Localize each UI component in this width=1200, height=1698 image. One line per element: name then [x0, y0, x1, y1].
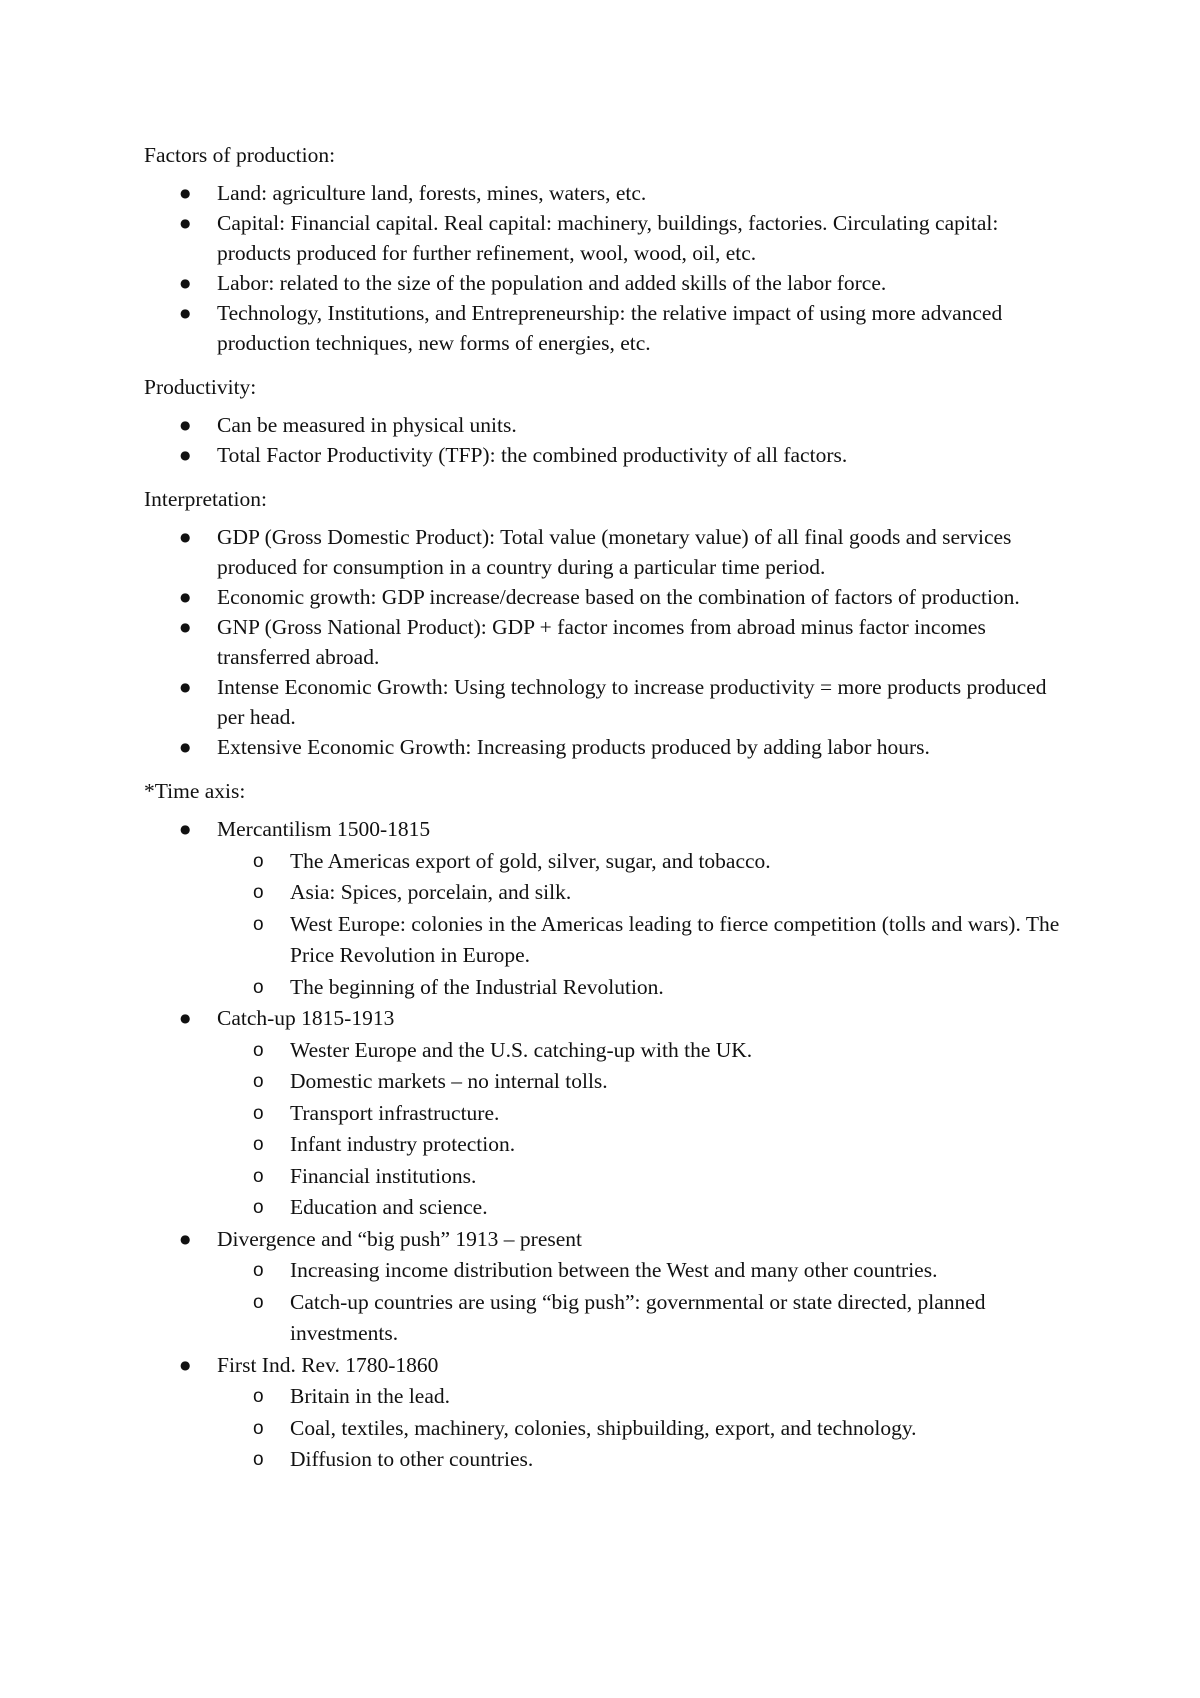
- period-divergence: [144, 1224, 1064, 1350]
- list-item: ● Technology, Institutions, and Entrepreneurship: the relative impact of using more advanced production techniques, new forms of energies, etc.: [144, 298, 1064, 358]
- list-item: ● Labor: related to the size of the population and added skills of the labor force.: [144, 268, 1064, 298]
- list-item: ● Can be measured in physical units.: [144, 410, 1064, 440]
- sub-list-item: o Wester Europe and the U.S. catching-up with the UK.: [217, 1035, 1064, 1067]
- period-label: Divergence and “big push” 1913 – present: [217, 1226, 582, 1251]
- sub-list: [217, 846, 1064, 1004]
- bullet-list: [144, 178, 1064, 358]
- period-label: Mercantilism 1500-1815: [217, 817, 431, 841]
- sub-list: [217, 1035, 1064, 1224]
- document-content: [144, 140, 1064, 1490]
- sub-list-item: o Britain in the lead.: [217, 1381, 1064, 1413]
- section-heading: *Time axis:: [144, 779, 246, 803]
- period-mercantilism: [144, 814, 1064, 1003]
- sub-list: [217, 1381, 1064, 1476]
- sub-list-item: o Diffusion to other countries.: [217, 1444, 1064, 1476]
- period-first-industrial-revolution: [144, 1350, 1064, 1476]
- sub-list-item: o Infant industry protection.: [217, 1129, 1064, 1161]
- list-item: ● Land: agriculture land, forests, mines, waters, etc.: [144, 178, 1064, 208]
- sub-list-item: o Coal, textiles, machinery, colonies, shipbuilding, export, and technology.: [217, 1413, 1064, 1445]
- section-heading: Factors of production:: [144, 143, 336, 167]
- sub-list-item: o Asia: Spices, porcelain, and silk.: [217, 877, 1064, 909]
- bullet-list: [144, 522, 1064, 762]
- sub-list-item: o West Europe: colonies in the Americas leading to fierce competition (tolls and wars). The Price Revolution in Europe.: [217, 909, 1064, 972]
- bullet-list: [144, 410, 1064, 470]
- period-label: Catch-up 1815-1913: [217, 1006, 395, 1030]
- section-productivity: [144, 372, 1064, 470]
- sub-list-item: o The beginning of the Industrial Revolution.: [217, 972, 1064, 1004]
- sub-list-item: o Increasing income distribution between the West and many other countries.: [217, 1255, 1064, 1287]
- list-item: ● Capital: Financial capital. Real capital: machinery, buildings, factories. Circulating capital: products produced for further refinement, wool, wood, oil, etc.: [144, 208, 1064, 268]
- period-catch-up: [144, 1003, 1064, 1224]
- sub-list-item: o Education and science.: [217, 1192, 1064, 1224]
- list-item: ● Intense Economic Growth: Using technology to increase productivity = more products produced per head.: [144, 672, 1064, 732]
- section-time-axis: [144, 776, 1064, 1476]
- list-item: ● Economic growth: GDP increase/decrease based on the combination of factors of production.: [144, 582, 1064, 612]
- list-item: ● GNP (Gross National Product): GDP + factor incomes from abroad minus factor incomes transferred abroad.: [144, 612, 1064, 672]
- sub-list-item: o Catch-up countries are using “big push”: governmental or state directed, planned investments.: [217, 1287, 1064, 1350]
- period-list: [144, 814, 1064, 1476]
- section-heading: Interpretation:: [144, 487, 267, 511]
- period-label: First Ind. Rev. 1780-1860: [217, 1352, 439, 1377]
- section-heading: Productivity:: [144, 375, 257, 399]
- list-item: ● Total Factor Productivity (TFP): the combined productivity of all factors.: [144, 440, 1064, 470]
- sub-list-item: o Domestic markets – no internal tolls.: [217, 1066, 1064, 1098]
- list-item: ● Extensive Economic Growth: Increasing products produced by adding labor hours.: [144, 732, 1064, 762]
- sub-list: [217, 1255, 1064, 1350]
- sub-list-item: o The Americas export of gold, silver, sugar, and tobacco.: [217, 846, 1064, 878]
- list-item: ● GDP (Gross Domestic Product): Total value (monetary value) of all final goods and services produced for consumption in a country during a particular time period.: [144, 522, 1064, 582]
- sub-list-item: o Financial institutions.: [217, 1161, 1064, 1193]
- section-interpretation: [144, 484, 1064, 762]
- sub-list-item: o Transport infrastructure.: [217, 1098, 1064, 1130]
- section-factors-of-production: [144, 140, 1064, 358]
